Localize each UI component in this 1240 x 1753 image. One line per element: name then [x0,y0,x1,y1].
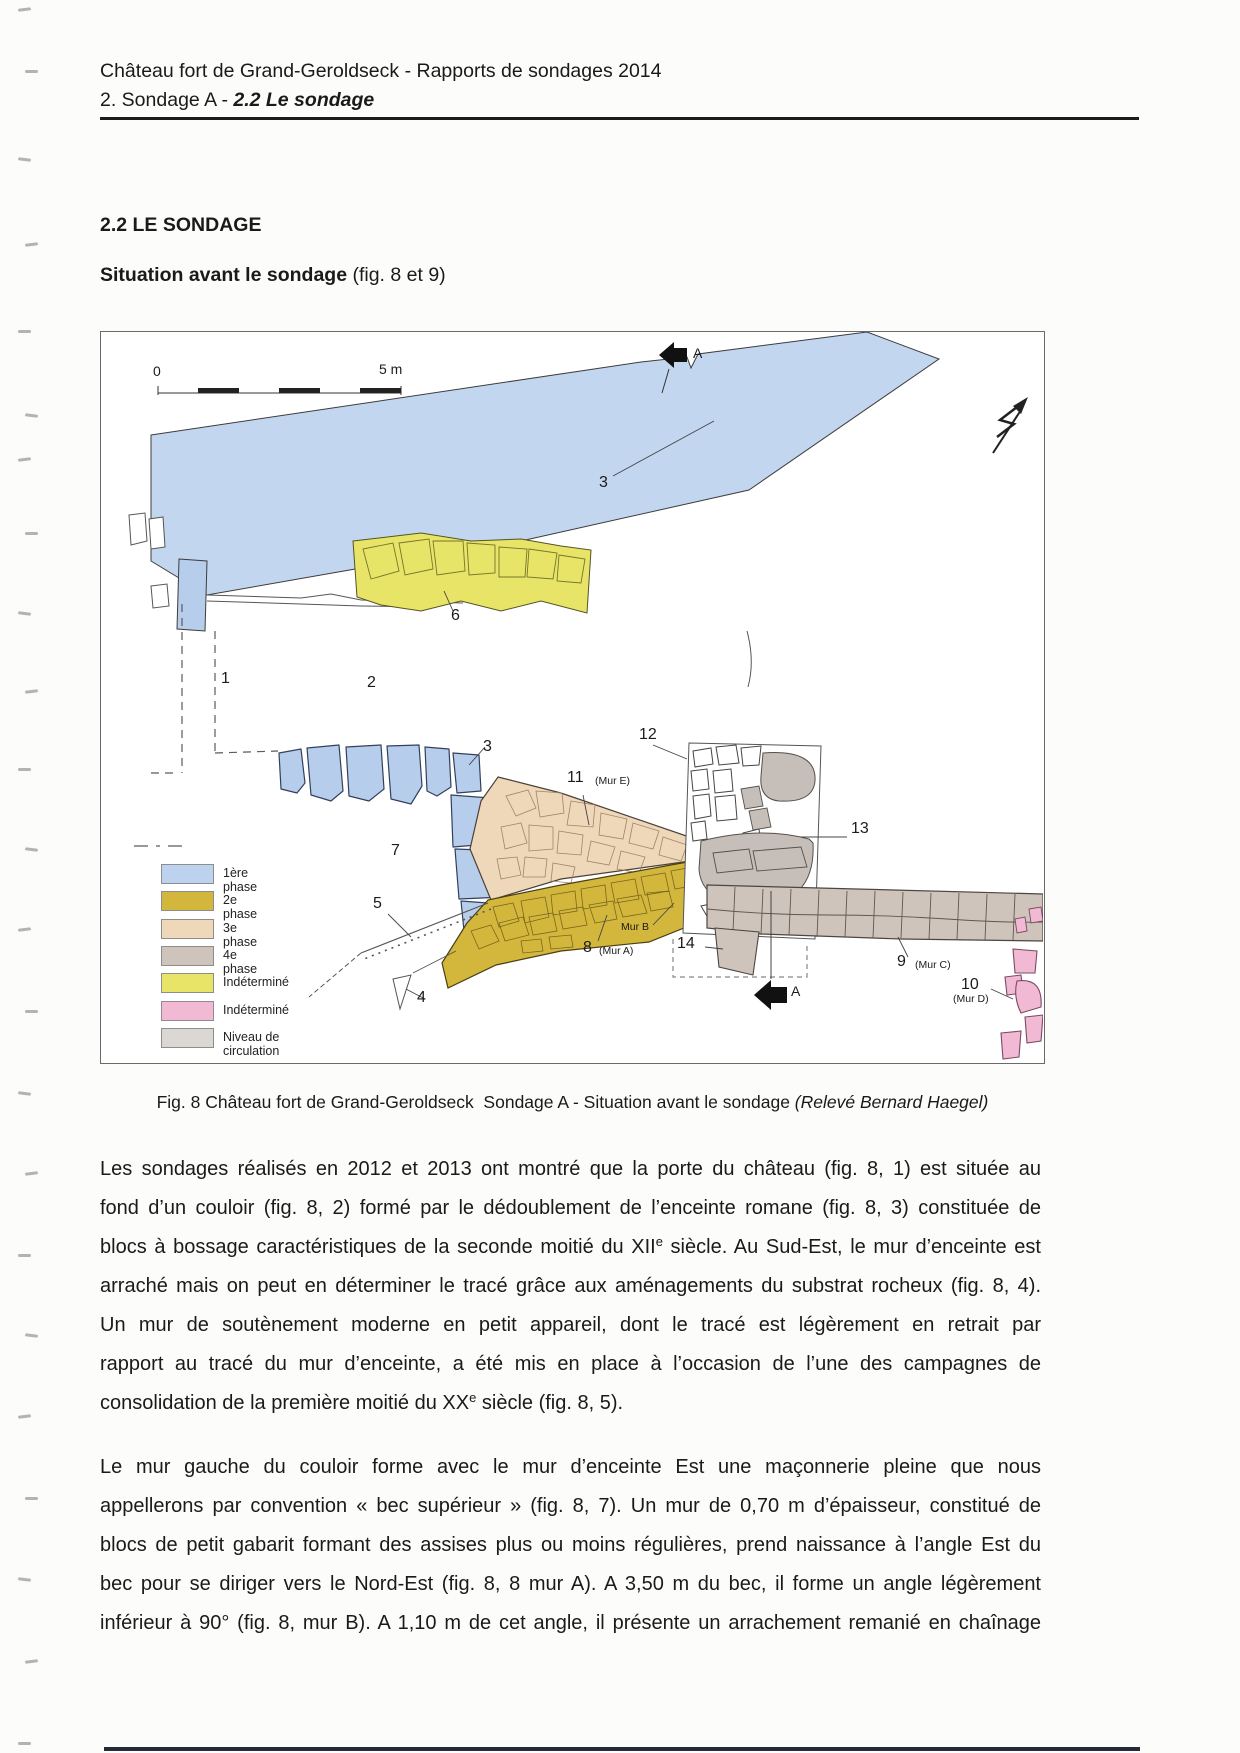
figure-label: A [693,345,703,361]
body-text-line: appellerons par convention « bec supérieur » (fig. 8, 7). Un mur de 0,70 m d’épaisseur, constitué de [100,1495,1041,1517]
scan-mark [25,1659,38,1664]
scale-bar [158,386,401,395]
legend-swatch [161,891,214,911]
figure-label: 1 [221,670,230,687]
scan-mark [25,1333,38,1338]
breadcrumb [100,89,374,112]
body-text-line: blocs à bossage caractéristiques de la seconde moitié du XIIe siècle. Au Sud-Est, le mur d’enceinte est [100,1234,1041,1258]
section-heading: 2.2 LE SONDAGE [100,214,262,236]
indetermine-yellow-masonry [353,533,591,613]
legend-swatch [161,1001,214,1021]
legend-label: 2e phase [223,893,258,922]
scan-mark [18,768,31,771]
figure-label: 3 [483,738,492,755]
legend-swatch [161,919,214,939]
scan-mark [18,611,31,616]
breadcrumb-prefix: 2. Sondage A - [100,89,234,111]
scan-mark [18,157,31,162]
header-rule [100,117,1139,120]
figure-label: 4 [417,989,426,1006]
figure-label: Mur B [621,921,650,933]
caption-text: Fig. 8 Château fort de Grand-Geroldseck Sondage A - Situation avant le sondage [156,1092,795,1112]
figure-label: 12 [639,726,657,743]
scan-mark [25,1171,38,1176]
scan-mark [18,1091,31,1096]
sub-heading-rest: (fig. 8 et 9) [347,264,446,286]
sub-heading [100,264,446,287]
mur-d-pink-stones [1001,949,1043,1059]
figure-label: 11 [567,769,584,786]
scan-mark [18,330,31,333]
scan-mark [25,1010,38,1013]
scan-mark [18,457,31,462]
figure-label: (Mur A) [599,945,634,957]
legend-label: Indéterminé [223,975,290,990]
scan-mark [18,7,31,12]
body-text-line: Les sondages réalisés en 2012 et 2013 ont montré que la porte du château (fig. 8, 1) est située au [100,1158,1041,1180]
legend-label: Indéterminé [223,1002,290,1017]
body-paragraph-2 [100,1448,1041,1643]
sub-heading-bold: Situation avant le sondage [100,264,348,286]
scan-mark [25,1497,38,1500]
figure-label: A [791,983,801,999]
figure-label: 2 [367,674,376,691]
breadcrumb-current: 2.2 Le sondage [233,89,375,111]
scan-bottom-edge [104,1747,1140,1751]
figure-label: 10 [961,976,979,993]
figure-label: 7 [391,842,400,859]
body-text-line: rapport au tracé du mur d’enceinte, a été mis en place à l’occasion de l’une des campagnes de [100,1353,1041,1375]
scan-mark [18,927,31,932]
figure-8-plan [100,331,1045,1064]
scan-mark [25,689,38,694]
figure-caption [100,1092,1045,1113]
figure-label: 5 [373,895,382,912]
body-text-line: fond d’un couloir (fig. 8, 2) formé par le dédoublement de l’enceinte romane (fig. 8, 3) constituée de [100,1197,1041,1219]
scan-mark [18,1577,31,1582]
figure-label: 0 [153,363,161,379]
figure-label: (Mur D) [953,993,989,1005]
legend-swatch [161,946,214,966]
body-text-line: consolidation de la première moitié du XXe siècle (fig. 8, 5). [100,1390,624,1414]
legend-swatch [161,864,214,884]
figure-label: (Mur E) [595,775,630,787]
scan-mark [25,70,38,73]
figure-label: (Mur C) [915,959,951,971]
legend-swatch [161,1028,214,1048]
report-title: Château fort de Grand-Geroldseck - Rapports de sondages 2014 [100,60,662,82]
legend-label: Niveau de circulation [223,1029,280,1058]
scan-mark [18,1254,31,1257]
body-text-line: bec pour se diriger vers le Nord-Est (fig. 8, 8 mur A). A 3,50 m du bec, il forme un angle légèrement [100,1573,1041,1595]
body-text-line: arraché mais on peut en déterminer le tracé grâce aux aménagements du substrat rocheux (fig. 8, 4). [100,1275,1041,1297]
caption-credit: (Relevé Bernard Haegel) [794,1092,989,1112]
figure-label: 9 [897,953,906,970]
legend-label: 1ère phase [223,866,258,894]
scan-mark [25,847,38,852]
scan-mark [25,532,38,535]
body-text-line: Un mur de soutènement moderne en petit appareil, dont le tracé est légèrement en retrait par [100,1314,1041,1336]
figure-label: 14 [677,935,695,952]
figure-label: 5 m [379,361,403,377]
scan-mark [18,1742,31,1745]
figure-label: 6 [451,607,460,624]
scan-mark [25,413,38,418]
legend-label: 3e phase [223,920,258,949]
body-paragraph-1 [100,1150,1041,1423]
scan-mark [25,242,38,247]
north-arrow-icon [993,397,1028,453]
legend-label: 4e phase [223,947,258,976]
phase4-mur-c [707,885,1043,975]
body-text-line: Le mur gauche du couloir forme avec le mur d’enceinte Est une maçonnerie pleine que nous [100,1456,1041,1478]
figure-label: 8 [583,939,592,956]
figure-label: 13 [851,820,869,837]
scan-mark [18,1414,31,1419]
body-text-line: blocs de petit gabarit formant des assises plus ou moins régulières, prend naissance à l’angle Est du [100,1534,1041,1556]
legend-swatch [161,973,214,993]
figure-label: 3 [599,474,608,491]
body-text-line: inférieur à 90° (fig. 8, mur B). A 1,10 m de cet angle, il présente un arrachement remanié en chaînage [100,1612,1041,1634]
